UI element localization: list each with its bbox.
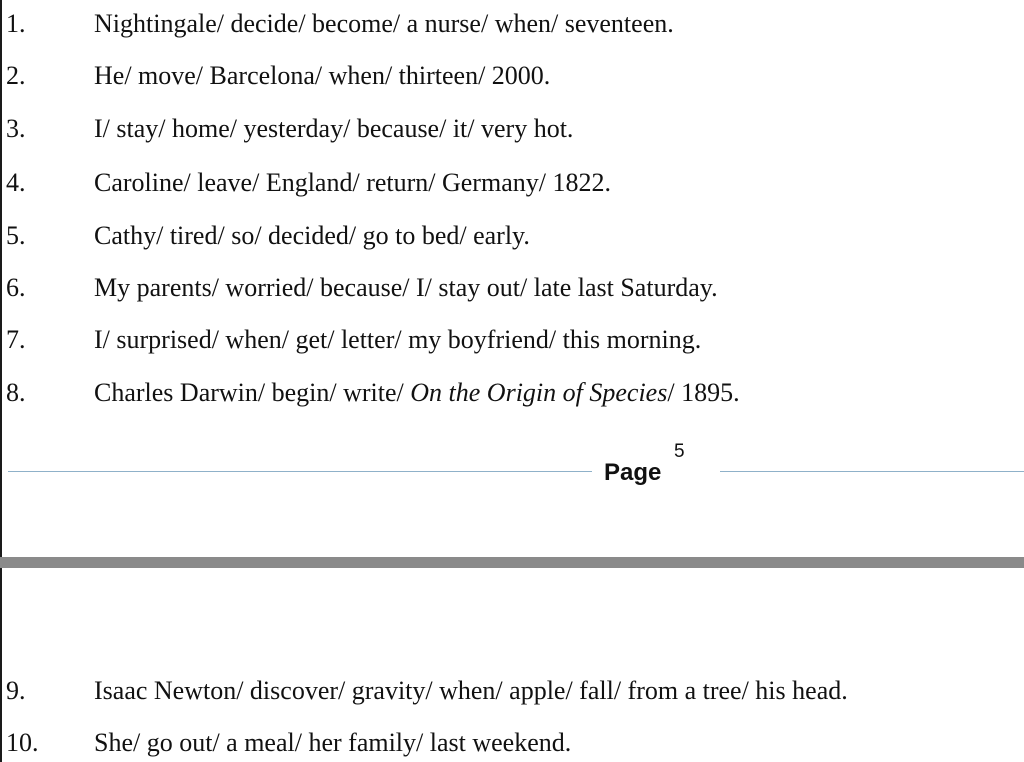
item-number: 10. [6,728,39,757]
list-item [0,168,1020,198]
item-number: 6. [6,273,26,302]
item-text-after: / 1895. [667,378,740,407]
item-number: 5. [6,221,26,250]
item-text: Caroline/ leave/ England/ return/ Germany/ 1822. [94,168,611,197]
list-item [0,221,1020,251]
list-item [0,273,1020,303]
page-label: Page [604,459,662,486]
page-number: 5 [674,441,685,462]
item-number: 8. [6,378,26,407]
item-number: 1. [6,9,26,38]
item-number: 2. [6,61,26,90]
item-text-before: Charles Darwin/ begin/ write/ [94,378,411,407]
footer-rule-right [720,471,1024,472]
book-title: On the Origin of Species [410,378,668,407]
item-text: Cathy/ tired/ so/ decided/ go to bed/ early. [94,221,530,250]
footer-rule-left [8,471,592,472]
item-text: She/ go out/ a meal/ her family/ last weekend. [94,728,572,757]
item-number: 9. [6,676,26,705]
list-item [0,728,1020,758]
list-item [0,378,1020,408]
list-item [0,325,1020,355]
list-item [0,114,1020,144]
item-text: I/ stay/ home/ yesterday/ because/ it/ very hot. [94,114,574,143]
item-number: 4. [6,168,26,197]
list-item [0,676,1020,706]
item-text: He/ move/ Barcelona/ when/ thirteen/ 2000. [94,61,551,90]
list-item [0,9,1020,39]
list-item [0,61,1020,91]
item-text: My parents/ worried/ because/ I/ stay out/ late last Saturday. [94,273,718,302]
item-text: Isaac Newton/ discover/ gravity/ when/ apple/ fall/ from a tree/ his head. [94,676,848,705]
item-text [94,378,740,408]
item-text: I/ surprised/ when/ get/ letter/ my boyfriend/ this morning. [94,325,702,354]
item-number: 7. [6,325,26,354]
item-text: Nightingale/ decide/ become/ a nurse/ when/ seventeen. [94,9,674,38]
item-number: 3. [6,114,26,143]
page-break [0,557,1024,568]
